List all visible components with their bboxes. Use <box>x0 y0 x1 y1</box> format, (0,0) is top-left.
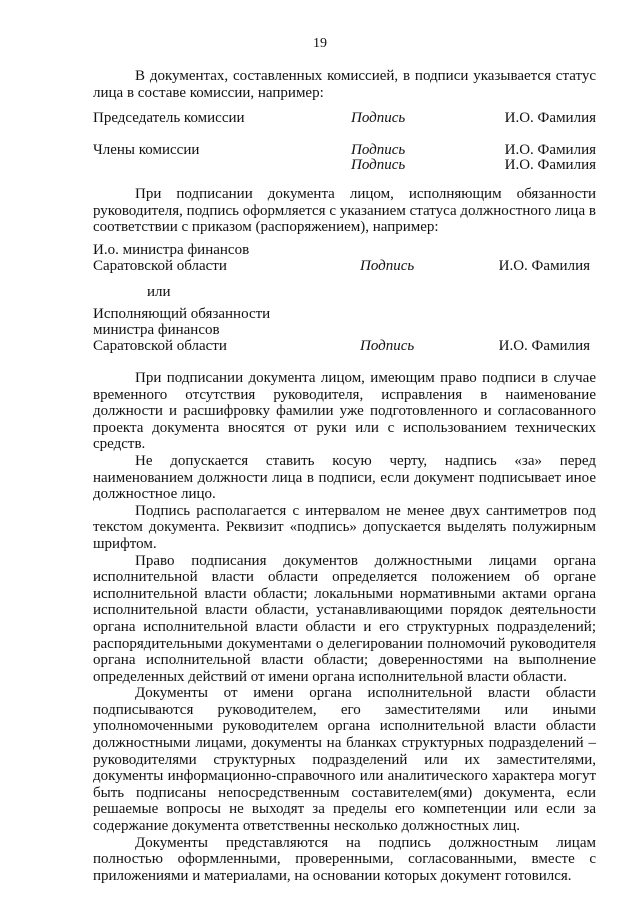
paragraph-submission: Документы представляются на подпись должностным лицам полностью оформленными, проверенными, согласованными, вместе с приложениями и материалами, на основании которых документ готовился. <box>93 834 596 884</box>
acting-name: И.О. Фамилия <box>498 258 590 274</box>
members-title: Члены комиссии <box>93 142 200 158</box>
paragraph-acting-intro: При подписании документа лицом, исполняющим обязанности руководителя, подпись оформляется с указанием статуса должностного лица в соответствии с приказом (распоряжением), например: <box>93 186 596 236</box>
acting-title-line2: Саратовской области <box>93 258 227 274</box>
acting-title-line1: И.о. министра финансов <box>93 242 250 258</box>
alt-name: И.О. Фамилия <box>498 338 590 354</box>
body-text <box>93 370 596 884</box>
page-number: 19 <box>313 36 327 51</box>
signature-row-acting <box>93 258 596 275</box>
paragraph-commission-intro: В документах, составленных комиссией, в подписи указывается статус лица в составе комиссии, например: <box>93 68 596 101</box>
acting-signature: Подпись <box>360 258 415 274</box>
member-name-1: И.О. Фамилия <box>504 142 596 158</box>
or-word: или <box>147 284 171 300</box>
paragraph-who-signs: Документы от имени органа исполнительной власти области подписываются руководителем, его заместителями или иными уполномоченными руководителем органа исполнительной власти области должностными лицами, документы на бланках структурных подразделений – руководителями структурных подразделений или их заместителями, документы информационно-справочного или аналитического характера могут быть подписаны непосредственным составителем(ями) документа, если решаемые вопросы не выходят за пределы его компетенции или если за содержание документа ответственны несколько должностных лиц. <box>93 685 596 835</box>
alt-title-line2: министра финансов <box>93 322 220 338</box>
signature-row-alt <box>93 338 596 355</box>
chair-name: И.О. Фамилия <box>504 110 596 126</box>
member-name-2: И.О. Фамилия <box>504 157 596 173</box>
chair-signature: Подпись <box>351 110 406 126</box>
alt-title-line1: Исполняющий обязанности <box>93 306 271 322</box>
paragraph-temporary-absence: При подписании документа лицом, имеющим право подписи в случае временного отсутствия руководителя, исправления в наименование должности и расшифровку фамилии уже подготовленного и согласованного проекта документа вносятся от руки или с использованием технических средств. <box>93 370 596 453</box>
signature-row-members-2 <box>93 157 596 174</box>
member-signature-2: Подпись <box>351 157 406 173</box>
paragraph-slash-prohibition: Не допускается ставить косую черту, надпись «за» перед наименованием должности лица в подписи, если документ подписывает иное должностное лицо. <box>93 452 596 503</box>
alt-signature: Подпись <box>360 338 415 354</box>
alt-title-line3: Саратовской области <box>93 338 227 354</box>
member-signature-1: Подпись <box>351 142 406 158</box>
paragraph-signature-placement: Подпись располагается с интервалом не менее двух сантиметров под текстом документа. Реквизит «подпись» допускается выделять полужирным шрифтом. <box>93 502 596 552</box>
signature-row-chair <box>93 110 596 127</box>
paragraph-signing-authority: Право подписания документов должностными лицами органа исполнительной власти области определяется положением об органе исполнительной власти области; локальными нормативными актами органа исполнительной власти области, устанавливающими порядок деятельности органа исполнительной власти области и его структурных подразделений; распорядительными документами о делегировании полномочий руководителя органа исполнительной власти области; доверенностями на выполнение определенных действий от имени органа исполнительной власти области. <box>93 552 596 685</box>
chair-title: Председатель комиссии <box>93 110 245 126</box>
